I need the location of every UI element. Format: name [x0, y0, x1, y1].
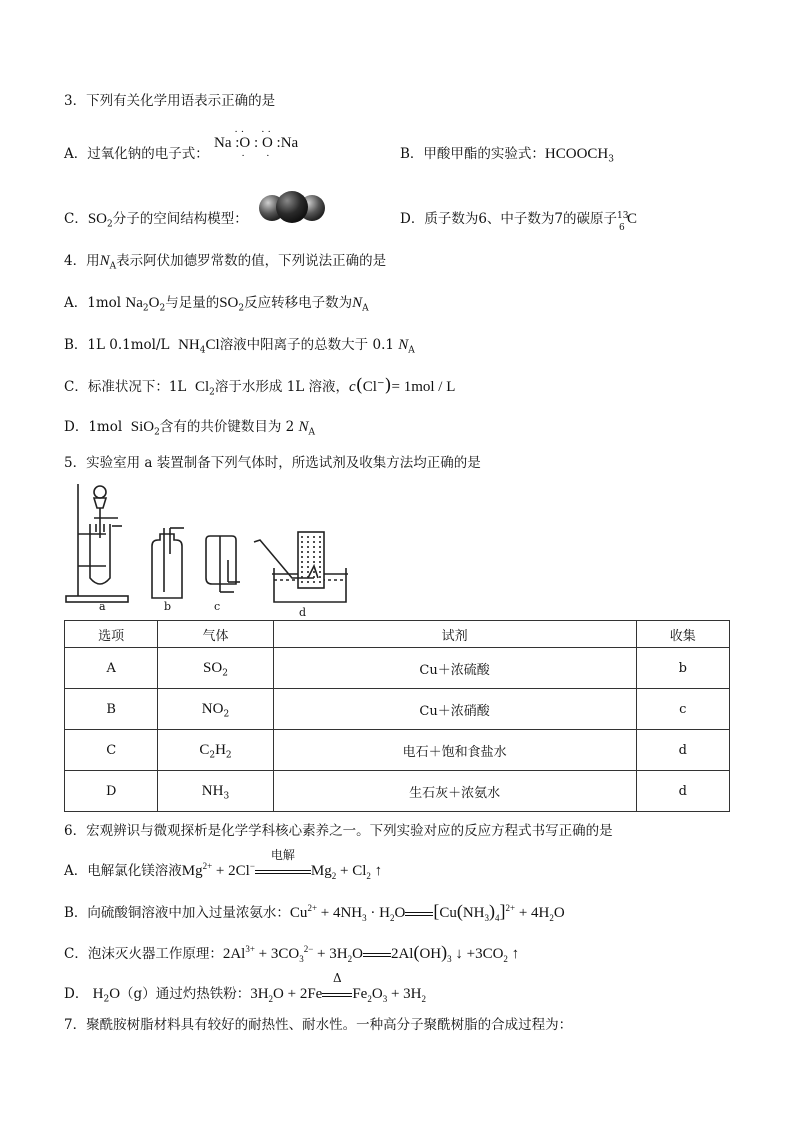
collect-cell: d [636, 730, 729, 771]
reagent-cell: 生石灰＋浓氨水 [273, 771, 636, 812]
table-header-cell: 试剂 [273, 621, 636, 648]
q5-options-table [64, 620, 730, 812]
collect-cell: d [636, 771, 729, 812]
option-cell: B [65, 689, 158, 730]
collect-cell: b [636, 648, 729, 689]
apparatus-label-b: b [164, 600, 172, 613]
table-header-cell: 气体 [158, 621, 273, 648]
table-header-cell: 收集 [636, 621, 729, 648]
table-row [65, 730, 730, 771]
q6-option-c: C．泡沫灭火器工作原理：$2Al^{3+} + 3CO_3^{2-} + 3H_2O$ $2Al(OH)_3$ ↓ $+3CO_2$ ↑ [64, 942, 520, 964]
apparatus-a [66, 484, 128, 602]
gas-cell: $NO_2$ [158, 689, 273, 730]
reagent-cell: Cu＋浓硫酸 [273, 648, 636, 689]
apparatus-label-c: c [214, 600, 221, 613]
option-cell: A [65, 648, 158, 689]
q6-option-a: A．电解氯化镁溶液$Mg^{2+} + 2Cl^-$ 电解 $Mg_2 + Cl_2$ ↑ [64, 848, 383, 881]
q6-option-d: D． $H_2O(g)$通过灼热铁粉：$3H_2O + 2Fe$ Δ $Fe_2O_3 + 3H_2$ [64, 971, 426, 1005]
reagent-cell: Cu＋浓硝酸 [273, 689, 636, 730]
q6-stem: 6．宏观辨识与微观探析是化学学科核心素养之一。下列实验对应的反应方程式书写正确的是 [64, 823, 613, 839]
q3-option-b: B．甲酸甲酯的实验式：$HCOOCH_3$ [400, 146, 614, 165]
apparatus-label-d: d [299, 606, 307, 619]
gas-cell: $C_2H_2$ [158, 730, 273, 771]
table-header-row [65, 621, 730, 648]
gas-cell: $NH_3$ [158, 771, 273, 812]
sodium-peroxide-electron-formula: Na : · · O · : · · O · :Na [214, 126, 299, 162]
apparatus-b [152, 528, 184, 598]
q3-stem: 3．下列有关化学用语表示正确的是 [64, 93, 276, 109]
q3-option-a-label: A．过氧化钠的电子式： [64, 146, 209, 162]
apparatus-label-a: a [99, 600, 106, 613]
q4-option-a: A．1mol $Na_2O_2$与足量的$SO_2$反应转移电子数为$N_A$ [64, 295, 369, 314]
table-header-cell: 选项 [65, 621, 158, 648]
q3-option-d: D．质子数为6、中子数为7的碳原子 13 6 C [400, 211, 638, 233]
q3-option-a [64, 145, 209, 163]
table-row [65, 648, 730, 689]
apparatus-d [254, 532, 348, 602]
gas-cell: $SO_2$ [158, 648, 273, 689]
apparatus-c [206, 536, 240, 592]
q6-option-b: B．向硫酸铜溶液中加入过量浓氨水：$Cu^{2+} + 4NH_3 \cdot H_2O$ $[Cu(NH_3)_4]^{2+} + 4H_2O$ [64, 901, 565, 923]
q4-stem: 4．用$N_A$表示阿伏加德罗常数的值，下列说法正确的是 [64, 253, 387, 272]
q7-stem: 7．聚酰胺树脂材料具有较好的耐热性、耐水性。一种高分子聚酰树脂的合成过程为： [64, 1017, 573, 1033]
table-row [65, 689, 730, 730]
reagent-cell: 电石＋饱和食盐水 [273, 730, 636, 771]
q4-option-b: B．1L 0.1mol/L $NH_4Cl$溶液中阳离子的总数大于 0.1 $N_A$ [64, 337, 415, 356]
q5-stem: 5．实验室用 a 装置制备下列气体时，所选试剂及收集方法均正确的是 [64, 455, 481, 471]
option-cell: D [65, 771, 158, 812]
q3-option-c: C．$SO_2$分子的空间结构模型： [64, 211, 248, 230]
q4-option-d: D．1mol SiO$_2$含有的共价键数目为 2 $N_A$ [64, 419, 316, 438]
option-cell: C [65, 730, 158, 771]
collect-cell: c [636, 689, 729, 730]
so2-space-filling-model [258, 190, 326, 226]
table-row [65, 771, 730, 812]
q4-option-c: C．标准状况下：1L $Cl_2$溶于水形成 1L 溶液，c(Cl−)= 1mol / L [64, 375, 456, 398]
